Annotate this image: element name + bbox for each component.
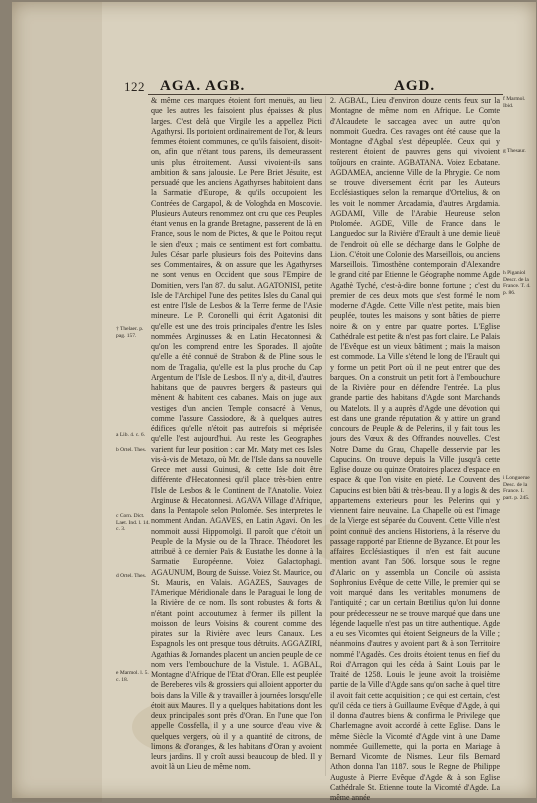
right-column [330, 96, 500, 802]
page-shadow [12, 2, 102, 802]
left-running-title: AGA. AGB. [160, 78, 246, 94]
margin-note-right: f Marmol. Ibid. [503, 96, 526, 109]
right-column-text: 2. AGBAL, Lieu d'environ douze cents feux sur la Montagne de même nom en Afrique. Le Comte d'Alcaudete le saccagea avec un autre qu'on nommoit Guedra. Ces ravages ont été cause que la Montagne d'Agbal s'est dépeuplée. Ceux qui y resterent étoient de pauvres gens qui vivoient toûjours en crainte. AGBATANA. Voiez Ecbatane. AGDAMEA, ancienne Ville de la Phrygie. Ce nom se trouve diversement écrit par les Auteurs Ecclésiastiques selon la remarque d'Ortelius, & on les voit le nommer Arcadamia, d'autres Argdamia. AGDAMI, Ville de l'Arabie Heureuse selon Ptolomée. AGDE, Ville de France dans le Languedoc sur la Rivière d'Erault à une demie lieuë de l'endroit où elle se décharge dans le Golphe de Lion. C'étoit une Colonie des Marseillois, ou anciens Marseillois. Timosthène contemporain d'Alexandre le grand cité par Etienne le Géographe nomme Agde Agathè Tyché, c'est-à-dire bonne fortune ; c'est du premier de ces deux mots que s'est formé le nom moderne d'Agde. Cette Ville n'est petite, mais bien peuplée, toutes les maisons y sont bâties de pierre noire & on y entre par quatre portes. L'Eglise Cathédrale est petite & n'est pas fort claire. Le Palais de l'Evêque est un vieux bâtiment ; mais la maison est commode. La Ville s'étend le long de l'Erault qui y forme un petit Port où il ne peut entrer que des barques. On a construit un petit fort à l'embouchure de la Rivière pour en défendre l'entrée. La plus grande partie des habitans d'Agde sont Marchands ou Matelots. Il y a auprès d'Agde une dévotion qui est dans une grande réputation & y attire un grand concours de Peuple & de Pelerins, il y fait tous les jours des Vœux & des Offrandes nouvelles. C'est Notre Dame du Grau, Chapelle desservie par les Capucins. On trouve depuis la Ville jusqu'à cette Eglise douze ou quinze Oratoires placez d'espace en espace & que l'on visite en pieté. Le Couvent des Capucins est bien bâti & très-beau. Il y a logis & des appartemens exterieurs pour les Pelerins qui y viennent faire neuvaine. La Chapelle où est l'image de la Vierge est séparée du Couvent. Cette Ville n'est point connuë des anciens Historiens, à la réserve du passage rapporté par Etienne de Byzance. Et pour les affaires Ecclésiastiques il n'en est fait aucune mention avant l'an 506. lorsque sous le regne d'Alaric on y assembla un Concile où assista Sophronius Evêque de cette Ville, le premier qui se voit marqué dans les veritables monumens de l'antiquité ; car un certain Bœtilius qu'on lui donne pour prédecesseur ne se trouve marqué que dans une légende laquelle n'est pas un titre authentique. Agde a eu ses Vicomtes qui étoient Seigneurs de la Ville ; néanmoins d'autres y avoient part & à son Territoire nommé l'Agadès. Ces droits étoient tenus en fief du Roi d'Arragon qui les céda à Saint Louis par le Traité de 1258. Louis le jeune avoit la troisième partie de la Ville d'Agde sans qu'on sache à quel titre il avoit fait cette acquisition ; ce qui est certain, c'est qu'il céda ce tiers à Guillaume Evêque d'Agde, à qui il donna d'autres biens & confirma le Privilege que Charlemagne avoit accordé à cette Eglise. Dans le même Siècle la Vicomté d'Agde vint à une Dame nommée Guillemette, qui la porta en Mariage à Bernard Vicomte de Nismes. Leur fils Bernard Athon donna l'an 1187. sous le Regne de Philippe Auguste à Pierre Evêque d'Agde & à son Eglise Cathédrale St. Etienne toute la Vicomté d'Agde. La même année [330, 96, 500, 802]
margin-note-right: g Thesaur. [503, 148, 526, 154]
column-gutter [325, 96, 326, 776]
margin-note-left: d Ortel. Thes. [116, 573, 147, 579]
left-column-text: & même ces marques étoient fort menuës, au lieu que les autres les faisoient plus épaisses & plus larges. C'est delà que Virgile les a appellez Picti Agathyrsi. Ils portoient ordinairement de l'or, & leurs femmes étoient communes, ce qu'ils faisoient, disoit-on, afin que n'étant tous parens, ils demeurassent unis plus étroitement. Aussi vivoient-ils sans ambition & sans jalousie. Le Pere Briet Jésuite, est persuadé que les anciens Agathyrses habitoient dans la Sarmatie d'Europe, & qu'ils occupoient les Contrées de Cargapol, & de Vologhda en Moscovie. Plusieurs Auteurs renommez ont cru que ces Peuples étant venus en la grande Bretagne, passerent de là en France, sous le nom de Pictes, & que le Poitou reçut le sien d'eux ; mais ce sentiment est fort combattu. Jules César parle plusieurs fois des Poitevins dans ses Commentaires, & on assure que les Agathyrses ne sont venus en Occident que sous l'Empire de Domitien, vers l'an 87. du salut. AGATONISI, petite Isle de l'Archipel l'une des petites Isles du Canal qui est entre l'Isle de Lesbos & la Terre ferme de l'Asie mineure. Le P. Coronelli qui écrit Agatonisi dit qu'elle est une des trois principales d'entre les Isles nommées Arginusses & en Latin Hecatonnesi & qu'on les comprend entre les Sporades. Il ajoûte qu'elle a été connuë de Strabon & de Pline sous le nom de Tragalia, qu'elle est la plus proche du Cap Argentum de l'Isle de Lesbos. Il n'y a, dit-il, d'autres habitans que de pauvres bergers & pasteurs qui mènent & habitent ces cabanes. Mais on juge aux vestiges d'un ancien Temple consacré à Venus, comme l'assure Cassiodore, & à quelques autres édifices qu'elle n'étoit pas autrefois si méprisée qu'elle l'est aujourd'hui. Au reste les Geographes varient fur leur position : car Mr. Maty met ces Isles vis-à-vis de Metazo, où Mr. de l'Isle dans sa nouvelle Grece met aussi Guinusi, & cette Isle doit être différente d'Hecatonnesi qu'il place très-bien entre l'Isle de Lesbos & le Continent de l'Anatolie. Voiez Arginuse & Hecatonnesi. AGAVA Village d'Afrique, dans la Pentapole selon Ptolomée. Ses interpretes le nomment Andan. AGAVES, en Latin Agavi. On les nommoit aussi Hippomolgi. Il paroît que c'étoit un Peuple de la Mysie ou de la Thrace. Théodoret les attribuë à ce dernier Païs & Eustathe les donne à la Sarmatie Européenne. Voiez Galactophagi. AGAUNUM, Bourg de Suisse. Voiez St. Maurice, ou St. Mauris, en Valais. AGAZES, Sauvages de l'Amerique Méridionale dans le Paraguai le long de la Rivière de ce nom. Ils sont robustes & forts & n'étant point accoutumez à fermer ils pillent la moisson de leurs Voisins & courent comme des pirates sur la Rivière avec leurs Canaux. Les Espagnols les ont presque tous détruits. AGGAZIRI, Agathias & Jornandes placent un ancien peuple de ce nom vers l'embouchure de la Vistule. 1. AGBAL, Montagne d'Afrique de l'Etat d'Oran. Elle est peuplée de Bereberes vils & grossiers qui alloient apporter du bois dans la Ville & y travailler à journées lorsqu'elle étoit aux Maures. Il y a quelques habitations dont les deux principales sont près d'Oran. En l'une que l'on appelle Cossfella, il y a une source d'eau vive & quelques vergers, où il y a quantité de citrons, de limons & d'oranges, & les habitans d'Oran y avoient leurs jardins. Il y croît aussi beaucoup de bled. Il y avoit là un Lieu de même nom. [151, 96, 322, 772]
margin-note-left: a Lib. 4. c. 6. [116, 432, 146, 438]
margin-note-left: † Thelaer. p. pag. 157. [116, 326, 144, 339]
page-number: 122 [124, 79, 145, 94]
right-running-title: AGD. [394, 78, 436, 94]
left-column [151, 96, 322, 780]
margin-note-right: h Piganiol Descr. de la France. T. 4. p. 86. [503, 270, 531, 296]
header-rule [148, 94, 503, 95]
margin-note-left: e Marmol. l. 5. c. 18. [116, 670, 149, 683]
margin-note-left: c Corn. Dict. Laet. Ind. l. 14. c. 3. [116, 513, 150, 532]
margin-note-left: b Ortel. Thes. [116, 447, 147, 453]
margin-note-right: i Longuerue Desc. de la France. I. part. p. 245. [503, 475, 530, 501]
